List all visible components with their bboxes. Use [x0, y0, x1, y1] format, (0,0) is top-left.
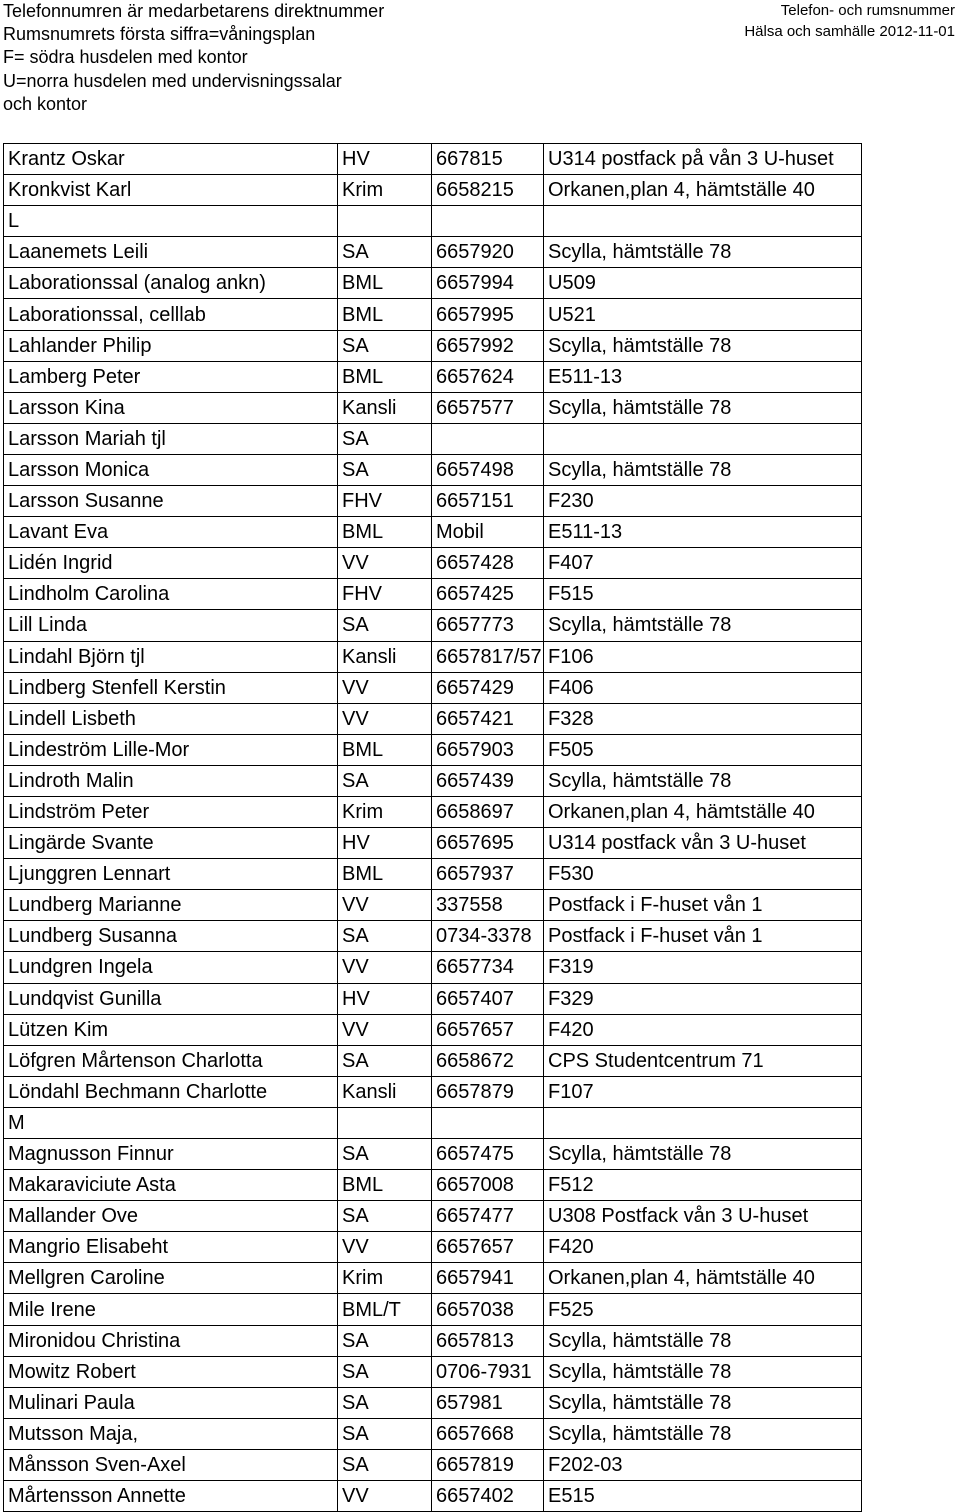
room-cell: F530: [544, 859, 862, 890]
table-row: [4, 1045, 862, 1076]
room-cell: F202-03: [544, 1449, 862, 1480]
room-cell: Postfack i F-huset vån 1: [544, 921, 862, 952]
phone-cell: [432, 423, 544, 454]
table-row: [4, 486, 862, 517]
phone-cell: 6657695: [432, 828, 544, 859]
department-cell: VV: [338, 548, 432, 579]
department-cell: BML: [338, 1170, 432, 1201]
table-row: [4, 641, 862, 672]
room-cell: Scylla, hämtställe 78: [544, 1387, 862, 1418]
name-cell: Mutsson Maja,: [4, 1418, 338, 1449]
phone-cell: 6657995: [432, 299, 544, 330]
table-row: [4, 610, 862, 641]
name-cell: Mironidou Christina: [4, 1325, 338, 1356]
table-row: [4, 1107, 862, 1138]
department-cell: [338, 206, 432, 237]
table-row: [4, 144, 862, 175]
name-cell: Mangrio Elisabeht: [4, 1232, 338, 1263]
phone-directory-table: [3, 143, 862, 1512]
department-cell: SA: [338, 1356, 432, 1387]
table-row: [4, 268, 862, 299]
phone-cell: 6657008: [432, 1170, 544, 1201]
table-row: [4, 1232, 862, 1263]
room-cell: Scylla, hämtställe 78: [544, 1418, 862, 1449]
table-row: [4, 1418, 862, 1449]
table-row: [4, 1263, 862, 1294]
phone-cell: 657981: [432, 1387, 544, 1418]
phone-cell: 6657817/57: [432, 641, 544, 672]
phone-cell: 6657038: [432, 1294, 544, 1325]
table-row: [4, 1387, 862, 1418]
department-cell: BML: [338, 361, 432, 392]
name-cell: Lingärde Svante: [4, 828, 338, 859]
phone-cell: 6658215: [432, 175, 544, 206]
room-cell: U308 Postfack vån 3 U-huset: [544, 1201, 862, 1232]
department-cell: HV: [338, 983, 432, 1014]
legend-line: Telefonnumren är medarbetarens direktnummer: [3, 1, 385, 21]
room-cell: [544, 423, 862, 454]
table-row: [4, 423, 862, 454]
table-row: [4, 548, 862, 579]
phone-cell: 6657439: [432, 765, 544, 796]
phone-cell: 6657657: [432, 1014, 544, 1045]
name-cell: Månsson Sven-Axel: [4, 1449, 338, 1480]
phone-cell: 6657151: [432, 486, 544, 517]
name-cell: Lindahl Björn tjl: [4, 641, 338, 672]
name-cell: Lindholm Carolina: [4, 579, 338, 610]
department-cell: BML: [338, 299, 432, 330]
phone-cell: 6657475: [432, 1139, 544, 1170]
department-cell: SA: [338, 1201, 432, 1232]
room-cell: Scylla, hämtställe 78: [544, 392, 862, 423]
table-row: [4, 1201, 862, 1232]
name-cell: Laanemets Leili: [4, 237, 338, 268]
room-cell: Scylla, hämtställe 78: [544, 765, 862, 796]
department-cell: SA: [338, 1449, 432, 1480]
phone-cell: 6657994: [432, 268, 544, 299]
room-cell: [544, 206, 862, 237]
table-row: [4, 299, 862, 330]
department-cell: BML: [338, 859, 432, 890]
name-cell: Larsson Kina: [4, 392, 338, 423]
name-cell: Lundqvist Gunilla: [4, 983, 338, 1014]
department-cell: VV: [338, 952, 432, 983]
room-cell: Scylla, hämtställe 78: [544, 610, 862, 641]
department-cell: SA: [338, 454, 432, 485]
name-cell: Mowitz Robert: [4, 1356, 338, 1387]
table-row: [4, 890, 862, 921]
department-cell: Kansli: [338, 641, 432, 672]
name-cell: Löndahl Bechmann Charlotte: [4, 1076, 338, 1107]
table-row: [4, 330, 862, 361]
table-row: [4, 237, 862, 268]
name-cell: Lamberg Peter: [4, 361, 338, 392]
legend-line: F= södra husdelen med kontor: [3, 47, 248, 68]
room-cell: U521: [544, 299, 862, 330]
room-cell: F512: [544, 1170, 862, 1201]
department-cell: BML: [338, 734, 432, 765]
room-cell: F406: [544, 672, 862, 703]
document-title: Telefon- och rumsnummer: [780, 2, 955, 19]
room-cell: U509: [544, 268, 862, 299]
phone-cell: 6657903: [432, 734, 544, 765]
room-cell: F106: [544, 641, 862, 672]
table-row: [4, 1481, 862, 1512]
table-row: [4, 859, 862, 890]
room-cell: Orkanen,plan 4, hämtställe 40: [544, 1263, 862, 1294]
name-cell: Ljunggren Lennart: [4, 859, 338, 890]
room-cell: Orkanen,plan 4, hämtställe 40: [544, 175, 862, 206]
legend-line: Rumsnumrets första siffra=våningsplan: [3, 24, 316, 45]
table-row: [4, 517, 862, 548]
department-cell: SA: [338, 423, 432, 454]
name-cell: Lill Linda: [4, 610, 338, 641]
department-cell: Kansli: [338, 392, 432, 423]
table-row: [4, 1139, 862, 1170]
table-row: [4, 828, 862, 859]
phone-cell: [432, 1107, 544, 1138]
phone-cell: 6657879: [432, 1076, 544, 1107]
phone-cell: 6657773: [432, 610, 544, 641]
room-cell: Scylla, hämtställe 78: [544, 1325, 862, 1356]
table-row: [4, 1294, 862, 1325]
phone-cell: 6657734: [432, 952, 544, 983]
room-cell: Scylla, hämtställe 78: [544, 454, 862, 485]
name-cell: Lindeström Lille-Mor: [4, 734, 338, 765]
room-cell: F230: [544, 486, 862, 517]
department-cell: Krim: [338, 796, 432, 827]
table-row: [4, 765, 862, 796]
room-cell: Scylla, hämtställe 78: [544, 330, 862, 361]
phone-cell: 6657402: [432, 1481, 544, 1512]
department-cell: SA: [338, 1325, 432, 1356]
phone-cell: 6657937: [432, 859, 544, 890]
department-cell: VV: [338, 1014, 432, 1045]
department-cell: SA: [338, 765, 432, 796]
room-cell: F420: [544, 1232, 862, 1263]
name-cell: Laborationssal (analog ankn): [4, 268, 338, 299]
department-cell: VV: [338, 1481, 432, 1512]
table-row: [4, 796, 862, 827]
name-cell: Lundgren Ingela: [4, 952, 338, 983]
department-cell: SA: [338, 1045, 432, 1076]
phone-cell: Mobil: [432, 517, 544, 548]
phone-cell: 0706-7931: [432, 1356, 544, 1387]
table-row: [4, 175, 862, 206]
room-cell: [544, 1107, 862, 1138]
table-row: [4, 921, 862, 952]
room-cell: E511-13: [544, 517, 862, 548]
room-cell: F329: [544, 983, 862, 1014]
room-cell: F515: [544, 579, 862, 610]
directory-body: [4, 144, 862, 1512]
department-cell: FHV: [338, 486, 432, 517]
table-row: [4, 1014, 862, 1045]
room-cell: F319: [544, 952, 862, 983]
department-cell: HV: [338, 828, 432, 859]
table-row: [4, 392, 862, 423]
table-row: [4, 361, 862, 392]
phone-cell: [432, 206, 544, 237]
name-cell: Kronkvist Karl: [4, 175, 338, 206]
phone-cell: 6657407: [432, 983, 544, 1014]
phone-cell: 0734-3378: [432, 921, 544, 952]
phone-cell: 6657920: [432, 237, 544, 268]
department-cell: [338, 1107, 432, 1138]
name-cell: Lundberg Marianne: [4, 890, 338, 921]
room-cell: Scylla, hämtställe 78: [544, 237, 862, 268]
department-cell: VV: [338, 672, 432, 703]
name-cell: Lindroth Malin: [4, 765, 338, 796]
phone-cell: 6657498: [432, 454, 544, 485]
room-cell: F328: [544, 703, 862, 734]
room-cell: F525: [544, 1294, 862, 1325]
name-cell: Larsson Mariah tjl: [4, 423, 338, 454]
room-cell: CPS Studentcentrum 71: [544, 1045, 862, 1076]
table-row: [4, 1356, 862, 1387]
phone-cell: 6657429: [432, 672, 544, 703]
name-cell: Lahlander Philip: [4, 330, 338, 361]
name-cell: Lidén Ingrid: [4, 548, 338, 579]
department-cell: SA: [338, 1418, 432, 1449]
department-cell: SA: [338, 1387, 432, 1418]
table-row: [4, 672, 862, 703]
phone-cell: 6657668: [432, 1418, 544, 1449]
name-cell: Lindström Peter: [4, 796, 338, 827]
document-legend: [3, 0, 523, 116]
department-cell: FHV: [338, 579, 432, 610]
name-cell: Mile Irene: [4, 1294, 338, 1325]
department-cell: Krim: [338, 175, 432, 206]
table-row: [4, 1449, 862, 1480]
phone-cell: 6657477: [432, 1201, 544, 1232]
department-cell: SA: [338, 1139, 432, 1170]
name-cell: Mårtensson Annette: [4, 1481, 338, 1512]
department-cell: Kansli: [338, 1076, 432, 1107]
room-cell: F420: [544, 1014, 862, 1045]
name-cell: Lindell Lisbeth: [4, 703, 338, 734]
name-cell: Makaraviciute Asta: [4, 1170, 338, 1201]
table-row: [4, 703, 862, 734]
room-cell: Postfack i F-huset vån 1: [544, 890, 862, 921]
room-cell: Scylla, hämtställe 78: [544, 1356, 862, 1387]
phone-cell: 6657819: [432, 1449, 544, 1480]
name-cell: Laborationssal, celllab: [4, 299, 338, 330]
name-cell: Krantz Oskar: [4, 144, 338, 175]
room-cell: Scylla, hämtställe 78: [544, 1139, 862, 1170]
department-cell: BML: [338, 517, 432, 548]
phone-cell: 6657624: [432, 361, 544, 392]
phone-cell: 6657941: [432, 1263, 544, 1294]
phone-cell: 6657657: [432, 1232, 544, 1263]
name-cell: Magnusson Finnur: [4, 1139, 338, 1170]
department-cell: SA: [338, 330, 432, 361]
table-row: [4, 1325, 862, 1356]
room-cell: F407: [544, 548, 862, 579]
department-cell: VV: [338, 1232, 432, 1263]
phone-cell: 337558: [432, 890, 544, 921]
phone-cell: 6657813: [432, 1325, 544, 1356]
room-cell: F505: [544, 734, 862, 765]
name-cell: Larsson Monica: [4, 454, 338, 485]
table-row: [4, 206, 862, 237]
name-cell: Löfgren Mårtenson Charlotta: [4, 1045, 338, 1076]
phone-cell: 6657425: [432, 579, 544, 610]
department-cell: VV: [338, 703, 432, 734]
table-row: [4, 1076, 862, 1107]
table-row: [4, 734, 862, 765]
phone-cell: 667815: [432, 144, 544, 175]
table-row: [4, 952, 862, 983]
name-cell: L: [4, 206, 338, 237]
document-title-block: [744, 0, 955, 42]
name-cell: Mallander Ove: [4, 1201, 338, 1232]
name-cell: Lundberg Susanna: [4, 921, 338, 952]
department-cell: BML/T: [338, 1294, 432, 1325]
name-cell: Lavant Eva: [4, 517, 338, 548]
legend-line: och kontor: [3, 93, 88, 114]
department-cell: SA: [338, 921, 432, 952]
table-row: [4, 579, 862, 610]
room-cell: E511-13: [544, 361, 862, 392]
name-cell: Mulinari Paula: [4, 1387, 338, 1418]
department-cell: BML: [338, 268, 432, 299]
legend-line: U=norra husdelen med undervisningssalar: [3, 70, 342, 91]
phone-cell: 6658672: [432, 1045, 544, 1076]
room-cell: U314 postfack på vån 3 U-huset: [544, 144, 862, 175]
department-cell: VV: [338, 890, 432, 921]
room-cell: U314 postfack vån 3 U-huset: [544, 828, 862, 859]
name-cell: Mellgren Caroline: [4, 1263, 338, 1294]
department-cell: HV: [338, 144, 432, 175]
department-cell: Krim: [338, 1263, 432, 1294]
document-subtitle: Hälsa och samhälle 2012-11-01: [744, 23, 955, 40]
phone-cell: 6657992: [432, 330, 544, 361]
phone-cell: 6657428: [432, 548, 544, 579]
name-cell: Lützen Kim: [4, 1014, 338, 1045]
table-row: [4, 1170, 862, 1201]
department-cell: SA: [338, 610, 432, 641]
name-cell: M: [4, 1107, 338, 1138]
phone-cell: 6657421: [432, 703, 544, 734]
room-cell: E515: [544, 1481, 862, 1512]
name-cell: Larsson Susanne: [4, 486, 338, 517]
phone-cell: 6658697: [432, 796, 544, 827]
room-cell: F107: [544, 1076, 862, 1107]
table-row: [4, 454, 862, 485]
table-row: [4, 983, 862, 1014]
name-cell: Lindberg Stenfell Kerstin: [4, 672, 338, 703]
department-cell: SA: [338, 237, 432, 268]
phone-cell: 6657577: [432, 392, 544, 423]
room-cell: Orkanen,plan 4, hämtställe 40: [544, 796, 862, 827]
